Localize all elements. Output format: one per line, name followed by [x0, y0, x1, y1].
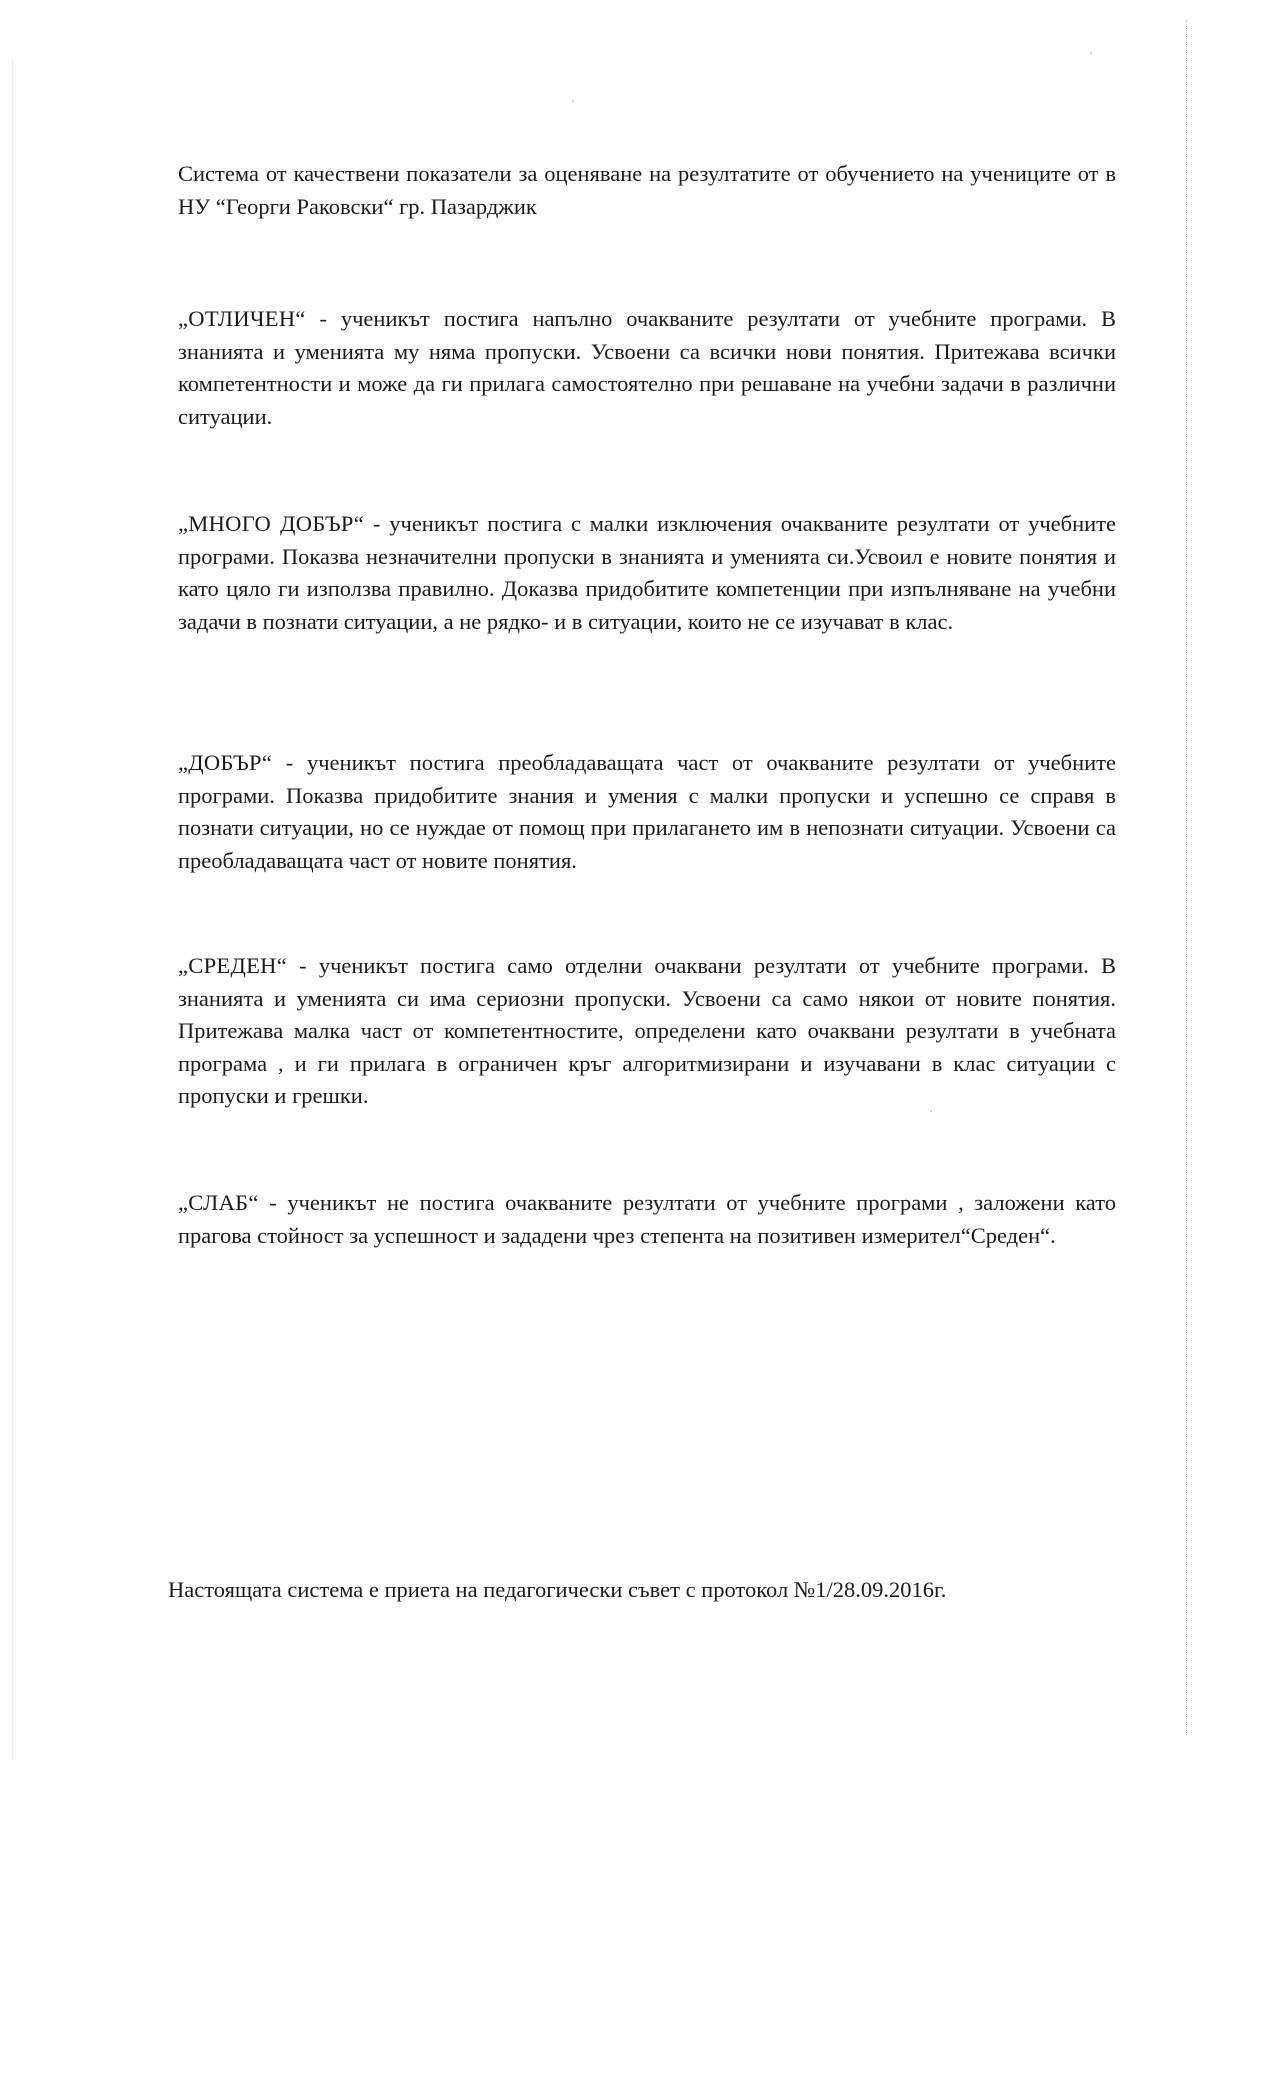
scan-speck [572, 100, 574, 102]
grade-description: - ученикът постига преобладаващата част от очакваните резултати от учебните програми. Показва придобитите знания и умения с малки пропуски и успешно се справя в познати ситуации, но се нуждае от помощ при прилагането им в непознати ситуации. Усвоени са преобладаващата част от новите понятия. [178, 750, 1116, 873]
grade-paragraph-very-good [178, 508, 1116, 638]
scan-right-edge [1186, 20, 1187, 1735]
approval-note: Настоящата система е приета на педагогически съвет с протокол №1/28.09.2016г. [168, 1577, 947, 1602]
grade-description: - ученикът постига с малки изключения очакваните резултати от учебните програми. Показва незначителни пропуски в знанията и уменията си.Усвоил е новите понятия и като цяло ги използва правилно. Доказва придобитите компетенции при изпълняване на учебни задачи в познати ситуации, а не рядко- и в ситуации, които не се изучават в клас. [178, 511, 1116, 634]
grade-name: „ДОБЪР“ [178, 750, 273, 775]
grade-description: - ученикът не постига очакваните резултати от учебните програми , заложени като прагова стойност за успешност и зададени чрез степента на позитивен измерител“Среден“. [178, 1190, 1116, 1248]
grade-paragraph-average [178, 950, 1116, 1113]
scan-speck [1090, 52, 1092, 54]
grade-name: „СЛАБ“ [178, 1190, 259, 1215]
grade-paragraph-good [178, 747, 1116, 877]
grade-description: - ученикът постига напълно очакваните резултати от учебните програми. В знанията и уменията му няма пропуски. Усвоени са всички нови понятия. Притежава всички компетентности и може да ги прилага самостоятелно при решаване на учебни задачи в различни ситуации. [178, 306, 1116, 429]
grade-name: „МНОГО ДОБЪР“ [178, 511, 365, 536]
grade-description: - ученикът постига само отделни очаквани резултати от учебните програми. В знанията и уменията си има сериозни пропуски. Усвоени са само някои от новите понятия. Притежава малка част от компетентностите, определени като очаквани резултати в учебната програма , и ги прилага в ограничен кръг алгоритмизирани и изучавани в клас ситуации с пропуски и грешки. [178, 953, 1116, 1108]
grade-paragraph-poor [178, 1187, 1116, 1252]
grade-name: „ОТЛИЧЕН“ [178, 306, 306, 331]
grade-name: „СРЕДЕН“ [178, 953, 287, 978]
document-title: Система от качествени показатели за оценяване на резултатите от обучението на учениците от в НУ “Георги Раковски“ гр. Пазарджик [178, 161, 1116, 219]
grade-paragraph-excellent [178, 303, 1116, 433]
scan-left-edge [12, 60, 13, 1760]
